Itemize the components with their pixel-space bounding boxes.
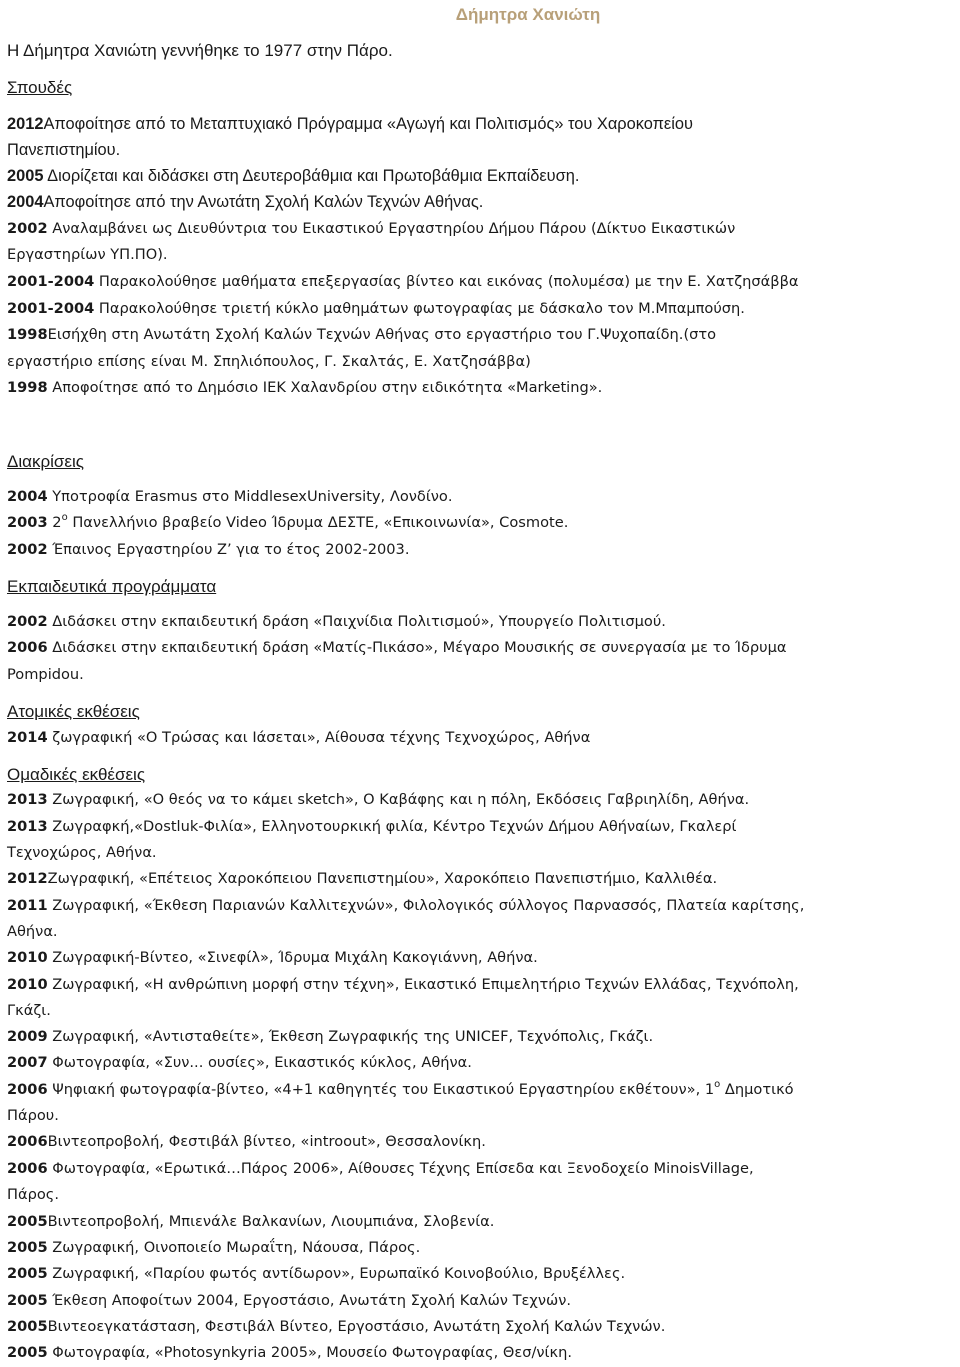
studies-line: 1998Εισήχθη στη Ανωτάτη Σχολή Καλών Τεχνών Αθήνας στο εργαστήριο του Γ.Ψυχοπαίδη.(στο	[7, 326, 717, 343]
studies-line: Εργαστηρίων ΥΠ.ΠΟ).	[7, 246, 168, 263]
awards-line: 2002 Έπαινος Εργαστηρίου Ζ’ για το έτος 2002-2003.	[7, 541, 410, 558]
studies-line: 2001-2004 Παρακολούθησε τριετή κύκλο μαθημάτων φωτογραφίας με δάσκαλο τον Μ.Μπαμπούση.	[7, 300, 745, 317]
studies-line: 2005 Διορίζεται και διδάσκει στη Δευτεροβάθμια και Πρωτοβάθμια Εκπαίδευση.	[7, 167, 580, 185]
section-heading-education: Εκπαιδευτικά προγράμματα	[7, 577, 217, 596]
group-line: 2005 Φωτογραφία, «Photosynkyria 2005», Μουσείο Φωτογραφίας, Θεσ/νίκη.	[7, 1344, 572, 1361]
group-line: 2012Ζωγραφική, «Επέτειος Χαροκόπειου Πανεπιστημίου», Χαροκόπειο Πανεπιστήμιο, Καλλιθέα.	[7, 870, 718, 887]
intro-text: Η Δήμητρα Χανιώτη γεννήθηκε το 1977 στην Πάρο.	[7, 41, 393, 60]
awards-line: 2004 Υποτροφία Erasmus στο MiddlesexUniversity, Λονδίνο.	[7, 488, 453, 505]
studies-line: Πανεπιστημίου.	[7, 141, 121, 159]
group-line: 2007 Φωτογραφία, «Συν... ουσίες», Εικαστικός κύκλος, Αθήνα.	[7, 1054, 472, 1071]
awards-line: 2003 $2^o$ Πανελλήνιο βραβείο Video Ίδρυμα ΔΕΣΤΕ, «Επικοινωνία», Cosmote.	[7, 512, 569, 531]
section-heading-group: Ομαδικές εκθέσεις	[7, 765, 146, 784]
page-title: Δήμητρα Χανιώτη	[455, 5, 601, 24]
group-line: 2006 Φωτογραφία, «Ερωτικά…Πάρος 2006», Αίθουσες Τέχνης Επίσεδα και Ξενοδοχείο MinoisVillage,	[7, 1160, 754, 1177]
group-line: 2005 Ζωγραφική, «Παρίου φωτός αντίδωρον», Ευρωπαϊκό Κοινοβούλιο, Βρυξέλλες.	[7, 1265, 626, 1282]
group-line: Πάρου.	[7, 1107, 59, 1124]
group-line: 2006Βιντεοπροβολή, Φεστιβάλ βίντεο, «introout», Θεσσαλονίκη.	[7, 1133, 486, 1150]
section-heading-solo: Ατομικές εκθέσεις	[7, 702, 140, 721]
section-heading-studies: Σπουδές	[7, 78, 73, 97]
group-line: 2005Βιντεοεγκατάσταση, Φεστιβάλ Βίντεο, Εργοστάσιο, Ανωτάτη Σχολή Καλών Τεχνών.	[7, 1318, 666, 1335]
group-line: 2005Βιντεοπροβολή, Μπιενάλε Βαλκανίων, Λιουμπιάνα, Σλοβενία.	[7, 1213, 495, 1230]
studies-line: εργαστήριο επίσης είναι Μ. Σπηλιόπουλος, Γ. Σκαλτάς, Ε. Χατζησάββα)	[7, 353, 531, 370]
group-line: 2010 Ζωγραφική, «Η ανθρώπινη μορφή στην τέχνη», Εικαστικό Επιμελητήριο Τεχνών Ελλάδας, Τεχνόπολη,	[7, 976, 799, 993]
studies-line: 2001-2004 Παρακολούθησε μαθήματα επεξεργασίας βίντεο και εικόνας (πολυμέσα) με την Ε. Χατζησάββα	[7, 273, 799, 290]
group-line: 2013 Ζωγραφκή,«Dostluk-Φιλία», Ελληνοτουρκική φιλία, Κέντρο Τεχνών Δήμου Αθήναίων, Γκαλερί	[7, 818, 737, 835]
section-heading-awards: Διακρίσεις	[7, 452, 84, 471]
studies-line: 2002 Αναλαμβάνει ως Διευθύντρια του Εικαστικού Εργαστηρίου Δήμου Πάρου (Δίκτυο Εικαστικών	[7, 220, 736, 237]
education-line: 2006 Διδάσκει στην εκπαιδευτική δράση «Ματίς-Πικάσο», Μέγαρο Μουσικής σε συνεργασία με το Ίδρυμα	[7, 639, 787, 656]
group-line: Γκάζι.	[7, 1002, 51, 1019]
solo-line: 2014 ζωγραφική «Ο Τρώσας και Ιάσεται», Αίθουσα τέχνης Τεχνοχώρος, Αθήνα	[7, 729, 591, 746]
group-line: 2013 Ζωγραφική, «Ο θεός να το κάμει sketch», Ο Καβάφης και η πόλη, Εκδόσεις Γαβριηλίδη, Αθήνα.	[7, 791, 750, 808]
group-line: 2005 Έκθεση Αποφοίτων 2004, Εργοστάσιο, Ανωτάτη Σχολή Καλών Τεχνών.	[7, 1292, 571, 1309]
education-line: 2002 Διδάσκει στην εκπαιδευτική δράση «Παιχνίδια Πολιτισμού», Υπουργείο Πολιτισμού.	[7, 613, 666, 630]
group-line: 2011 Ζωγραφική, «Έκθεση Παριανών Καλλιτεχνών», Φιλολογικός σύλλογος Παρνασσός, Πλατεία καρίτσης,	[7, 897, 805, 914]
education-line: Pompidou.	[7, 666, 84, 683]
studies-line: 1998 Αποφοίτησε από το Δημόσιο ΙΕΚ Χαλανδρίου στην ειδικότητα «Marketing».	[7, 379, 603, 396]
group-line: Πάρος.	[7, 1186, 59, 1203]
group-line: Τεχνοχώρος, Αθήνα.	[7, 844, 157, 861]
group-line: 2005 Ζωγραφική, Οινοποιείο Μωραΐτη, Νάουσα, Πάρος.	[7, 1239, 421, 1256]
studies-line: 2004Αποφοίτησε από την Ανωτάτη Σχολή Καλών Τεχνών Αθήνας.	[7, 193, 484, 211]
group-line: Αθήνα.	[7, 923, 58, 940]
studies-line: 2012Αποφοίτησε από το Μεταπτυχιακό Πρόγραμμα «Αγωγή και Πολιτισμός» του Χαροκοπείου	[7, 115, 693, 133]
group-line: 2009 Ζωγραφική, «Αντισταθείτε», Έκθεση Ζωγραφικής της UNICEF, Τεχνόπολις, Γκάζι.	[7, 1028, 654, 1045]
group-line: 2006 Ψηφιακή φωτογραφία-βίντεο, «4+1 καθηγητές του Εικαστικού Εργαστηρίου εκθέτουν», $1^o$ Δημοτικό	[7, 1079, 794, 1098]
group-line: 2010 Ζωγραφική-Βίντεο, «Σινεφίλ», Ίδρυμα Μιχάλη Κακογιάννη, Αθήνα.	[7, 949, 538, 966]
